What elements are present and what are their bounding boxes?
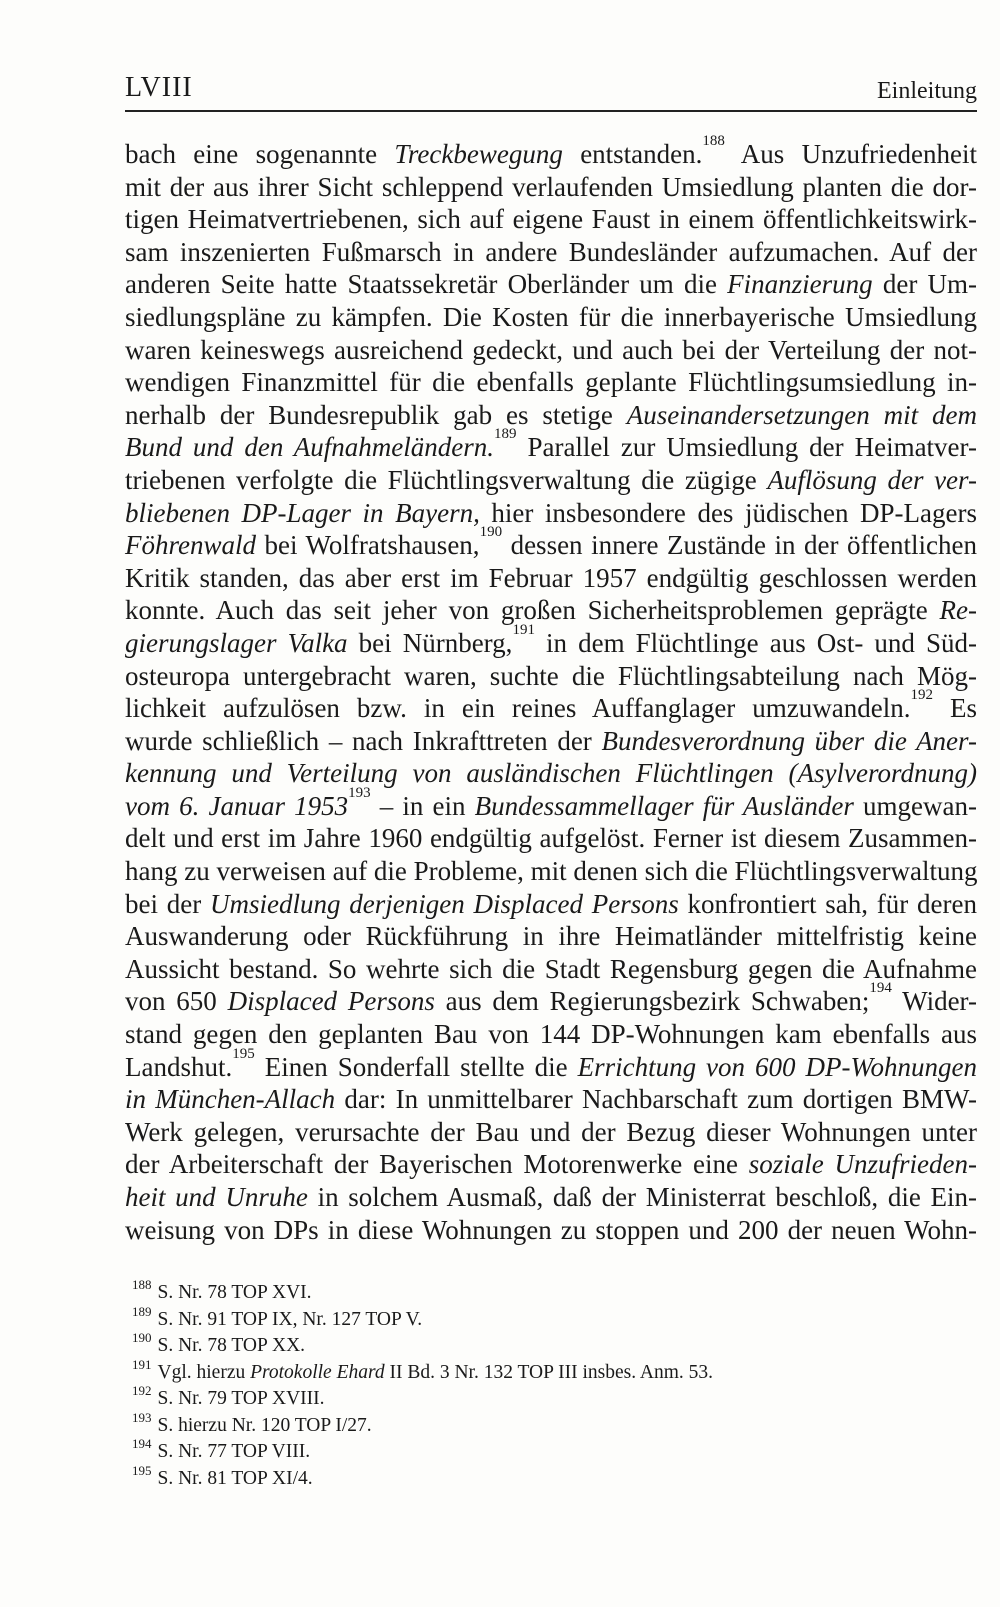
- text-run: bach eine sogenannte: [125, 139, 395, 169]
- text-run: der Arbeiterschaft der Bayerischen Motorenwerke eine: [125, 1149, 749, 1180]
- text-run: von 650: [125, 986, 228, 1017]
- footnote-ref: 192: [910, 687, 933, 704]
- text-line: [125, 953, 977, 986]
- footnote: [132, 1356, 977, 1387]
- text-line: [125, 268, 977, 301]
- italic-text: vom 6. Januar 1953: [125, 790, 349, 821]
- text-run: Werk gelegen, verursachte der Bau und der Bezug dieser Wohnungen unter: [125, 1116, 977, 1147]
- text-line: [125, 1083, 977, 1116]
- text-run: lichkeit aufzulösen bzw. in ein reines Auffanglager umzuwandeln.: [125, 693, 911, 724]
- footnote: [132, 1462, 977, 1493]
- text-line: [125, 1181, 977, 1214]
- text-run: sam inszenierten Fußmarsch in andere Bundesländer aufzumachen. Auf der: [125, 236, 977, 267]
- italic-text: soziale Unzufrieden-: [748, 1149, 977, 1180]
- footnote-ref: 190: [479, 524, 503, 541]
- text-run: delt und erst im Jahre 1960 endgültig aufgelöst. Ferner ist diesem Zusammen-: [125, 823, 977, 854]
- footnote-ref: 188: [132, 1277, 152, 1292]
- text-run: weisung von DPs in diese Wohnungen zu stoppen und 200 der neuen Wohn-: [125, 1214, 977, 1245]
- text-run: S. Nr. 77 TOP VIII.: [157, 1441, 311, 1462]
- text-line: [125, 621, 977, 660]
- italic-text: in München-Allach: [125, 1084, 336, 1115]
- text-line: [125, 594, 977, 627]
- text-run: bei Nürnberg,: [347, 627, 513, 658]
- text-run: wendigen Finanzmittel für die ebenfalls geplante Flüchtlingsumsiedlung in-: [125, 367, 977, 398]
- text-run: bei Wolfratshausen,: [256, 530, 480, 561]
- text-line: [125, 366, 977, 399]
- text-run: Aussicht bestand. So wehrte sich die Stadt Regensburg gegen die Aufnahme: [125, 953, 977, 984]
- footnote-ref: 189: [494, 426, 517, 443]
- italic-text: Displaced Persons: [227, 986, 435, 1017]
- text-line: [125, 334, 977, 367]
- text-line: [125, 1045, 977, 1084]
- text-run: tigen Heimatvertriebenen, sich auf eigene Faust in einem öffentlichkeitswirk-: [125, 204, 977, 235]
- text-line: [125, 1214, 977, 1247]
- italic-text: Bund und den Aufnahmeländern.: [125, 432, 495, 463]
- italic-text: Errichtung von 600 DP-Wohnungen: [577, 1051, 977, 1082]
- text-line: [125, 855, 977, 888]
- text-run: entstanden.: [562, 139, 703, 169]
- footnote-ref: 190: [132, 1330, 152, 1345]
- text-line: [125, 660, 977, 693]
- text-run: S. hierzu Nr. 120 TOP I/27.: [157, 1414, 372, 1436]
- text-run: in solchem Ausmaß, daß der Ministerrat beschloß, die Ein-: [307, 1182, 977, 1212]
- italic-text: Finanzierung: [727, 269, 873, 300]
- text-run: konnte. Auch das seit jeher von großen Sicherheitsproblemen geprägte: [125, 595, 940, 626]
- footnote-ref: 188: [702, 133, 725, 149]
- text-run: siedlungspläne zu kämpfen. Die Kosten für die innerbayerische Umsiedlung: [125, 301, 977, 332]
- text-run: S. Nr. 78 TOP XX.: [157, 1335, 306, 1356]
- footnote: [132, 1330, 977, 1360]
- running-title: Einleitung: [877, 78, 977, 104]
- text-run: dessen innere Zustände in der öffentlichen: [502, 530, 977, 561]
- text-line: [125, 822, 977, 855]
- text-run: Aus Unzufriedenheit: [724, 139, 977, 169]
- text-run: anderen Seite hatte Staatssekretär Oberländer um die: [125, 269, 728, 300]
- italic-text: Auseinandersetzungen mit dem: [626, 399, 977, 430]
- italic-text: Treckbewegung: [394, 139, 563, 169]
- footnote-ref: 191: [132, 1356, 152, 1372]
- text-run: Wider-: [891, 986, 978, 1017]
- text-run: nerhalb der Bundesrepublik gab es stetige: [125, 399, 627, 430]
- text-run: hier insbesondere des jüdischen DP-Lagers: [479, 497, 977, 528]
- text-line: [125, 980, 978, 1018]
- text-run: der Um-: [872, 269, 977, 300]
- italic-text: Protokolle Ehard: [250, 1361, 385, 1383]
- text-run: triebenen verfolgte die Flüchtlingsverwaltung die zügige: [125, 464, 768, 495]
- text-run: umgewan-: [853, 790, 977, 821]
- text-line: [125, 203, 977, 236]
- text-run: hang zu verweisen auf die Probleme, mit denen sich die Flüchtlingsverwaltung: [125, 856, 978, 887]
- text-run: S. Nr. 81 TOP XI/4.: [157, 1467, 313, 1489]
- text-line: [125, 133, 977, 171]
- text-run: osteuropa untergebracht waren, suchte die Flüchtlingsabteilung nach Mög-: [125, 660, 977, 691]
- italic-text: Umsiedlung derjenigen Displaced Persons: [210, 888, 679, 919]
- text-line: [125, 1116, 977, 1149]
- text-run: stand gegen den geplanten Bau von 144 DP-Wohnungen kam ebenfalls aus: [125, 1019, 977, 1050]
- footnote-ref: 192: [132, 1383, 152, 1398]
- text-line: [125, 1148, 977, 1181]
- footnote: [132, 1436, 977, 1466]
- text-line: [125, 464, 977, 497]
- footnote: [132, 1277, 977, 1307]
- italic-text: Föhrenwald: [125, 530, 256, 561]
- text-run: dar: In unmittelbarer Nachbarschaft zum dortigen BMW-: [335, 1084, 977, 1115]
- footnote-ref: 195: [232, 1045, 255, 1062]
- italic-text: Bundesverordnung über die Aner-: [601, 725, 978, 756]
- text-line: [125, 725, 977, 758]
- text-line: [125, 524, 977, 562]
- text-run: S. Nr. 79 TOP XVIII.: [157, 1388, 325, 1409]
- text-run: konfrontiert sah, für deren: [678, 888, 977, 919]
- text-line: [125, 426, 977, 464]
- text-run: mit der aus ihrer Sicht schleppend verlaufenden Umsiedlung planten die dor-: [125, 171, 977, 202]
- header-rule: [125, 110, 977, 112]
- text-run: S. Nr. 91 TOP IX, Nr. 127 TOP V.: [157, 1308, 423, 1330]
- footnote-ref: 189: [132, 1303, 152, 1319]
- italic-text: Auflösung der ver-: [767, 464, 978, 495]
- text-line: [125, 562, 977, 595]
- text-line: [125, 920, 977, 953]
- text-run: S. Nr. 78 TOP XVI.: [157, 1282, 312, 1303]
- text-line: [125, 497, 977, 530]
- footnote: [132, 1383, 977, 1413]
- text-run: wurde schließlich – nach Inkrafttreten der: [125, 725, 602, 756]
- text-run: Kritik standen, das aber erst im Februar 1957 endgültig geschlossen werden: [125, 562, 977, 593]
- text-run: II Bd. 3 Nr. 132 TOP III insbes. Anm. 53.: [384, 1361, 714, 1383]
- body-text: [125, 133, 978, 1246]
- italic-text: Bundessammellager für Ausländer: [474, 790, 854, 821]
- text-run: waren keineswegs ausreichend gedeckt, und auch bei der Verteilung der not-: [125, 334, 977, 365]
- footnote: [132, 1409, 977, 1440]
- footnote-ref: 193: [348, 784, 371, 801]
- text-run: Einen Sonderfall stellte die: [254, 1051, 578, 1082]
- text-line: [125, 236, 977, 269]
- text-run: Vgl. hierzu: [157, 1361, 251, 1383]
- footnote: [132, 1303, 977, 1334]
- text-run: Auswanderung oder Rückführung in ihre Heimatländer mittelfristig keine: [125, 921, 977, 952]
- text-line: [125, 171, 977, 204]
- text-run: Landshut.: [125, 1051, 233, 1082]
- footnote-ref: 194: [132, 1436, 152, 1451]
- text-run: Parallel zur Umsiedlung der Heimatver-: [516, 432, 977, 463]
- text-run: – in ein: [370, 790, 475, 821]
- page-number: LVIII: [125, 72, 193, 103]
- footnote-ref: 194: [869, 980, 892, 997]
- italic-text: gierungslager Valka: [125, 627, 348, 658]
- italic-text: heit und Unruhe: [125, 1182, 308, 1212]
- text-line: [125, 784, 977, 823]
- footnote-ref: 191: [512, 621, 535, 638]
- text-line: [125, 399, 977, 432]
- text-line: [125, 757, 977, 790]
- footnote-ref: 193: [132, 1409, 152, 1425]
- page-header: [125, 72, 977, 108]
- text-line: [125, 687, 977, 725]
- text-line: [125, 888, 977, 921]
- text-run: aus dem Regierungsbezirk Schwaben;: [434, 986, 870, 1017]
- text-run: bei der: [125, 888, 211, 919]
- italic-text: bliebenen DP-Lager in Bayern,: [125, 497, 480, 528]
- italic-text: kennung und Verteilung von ausländischen Flüchtlingen (Asylverordnung): [125, 758, 977, 789]
- footnote-ref: 195: [132, 1462, 152, 1478]
- italic-text: Re-: [939, 595, 977, 626]
- text-line: [125, 301, 977, 334]
- text-run: Es: [933, 693, 977, 724]
- footnotes: [132, 1277, 977, 1492]
- text-run: in dem Flüchtlinge aus Ost- und Süd-: [534, 627, 977, 658]
